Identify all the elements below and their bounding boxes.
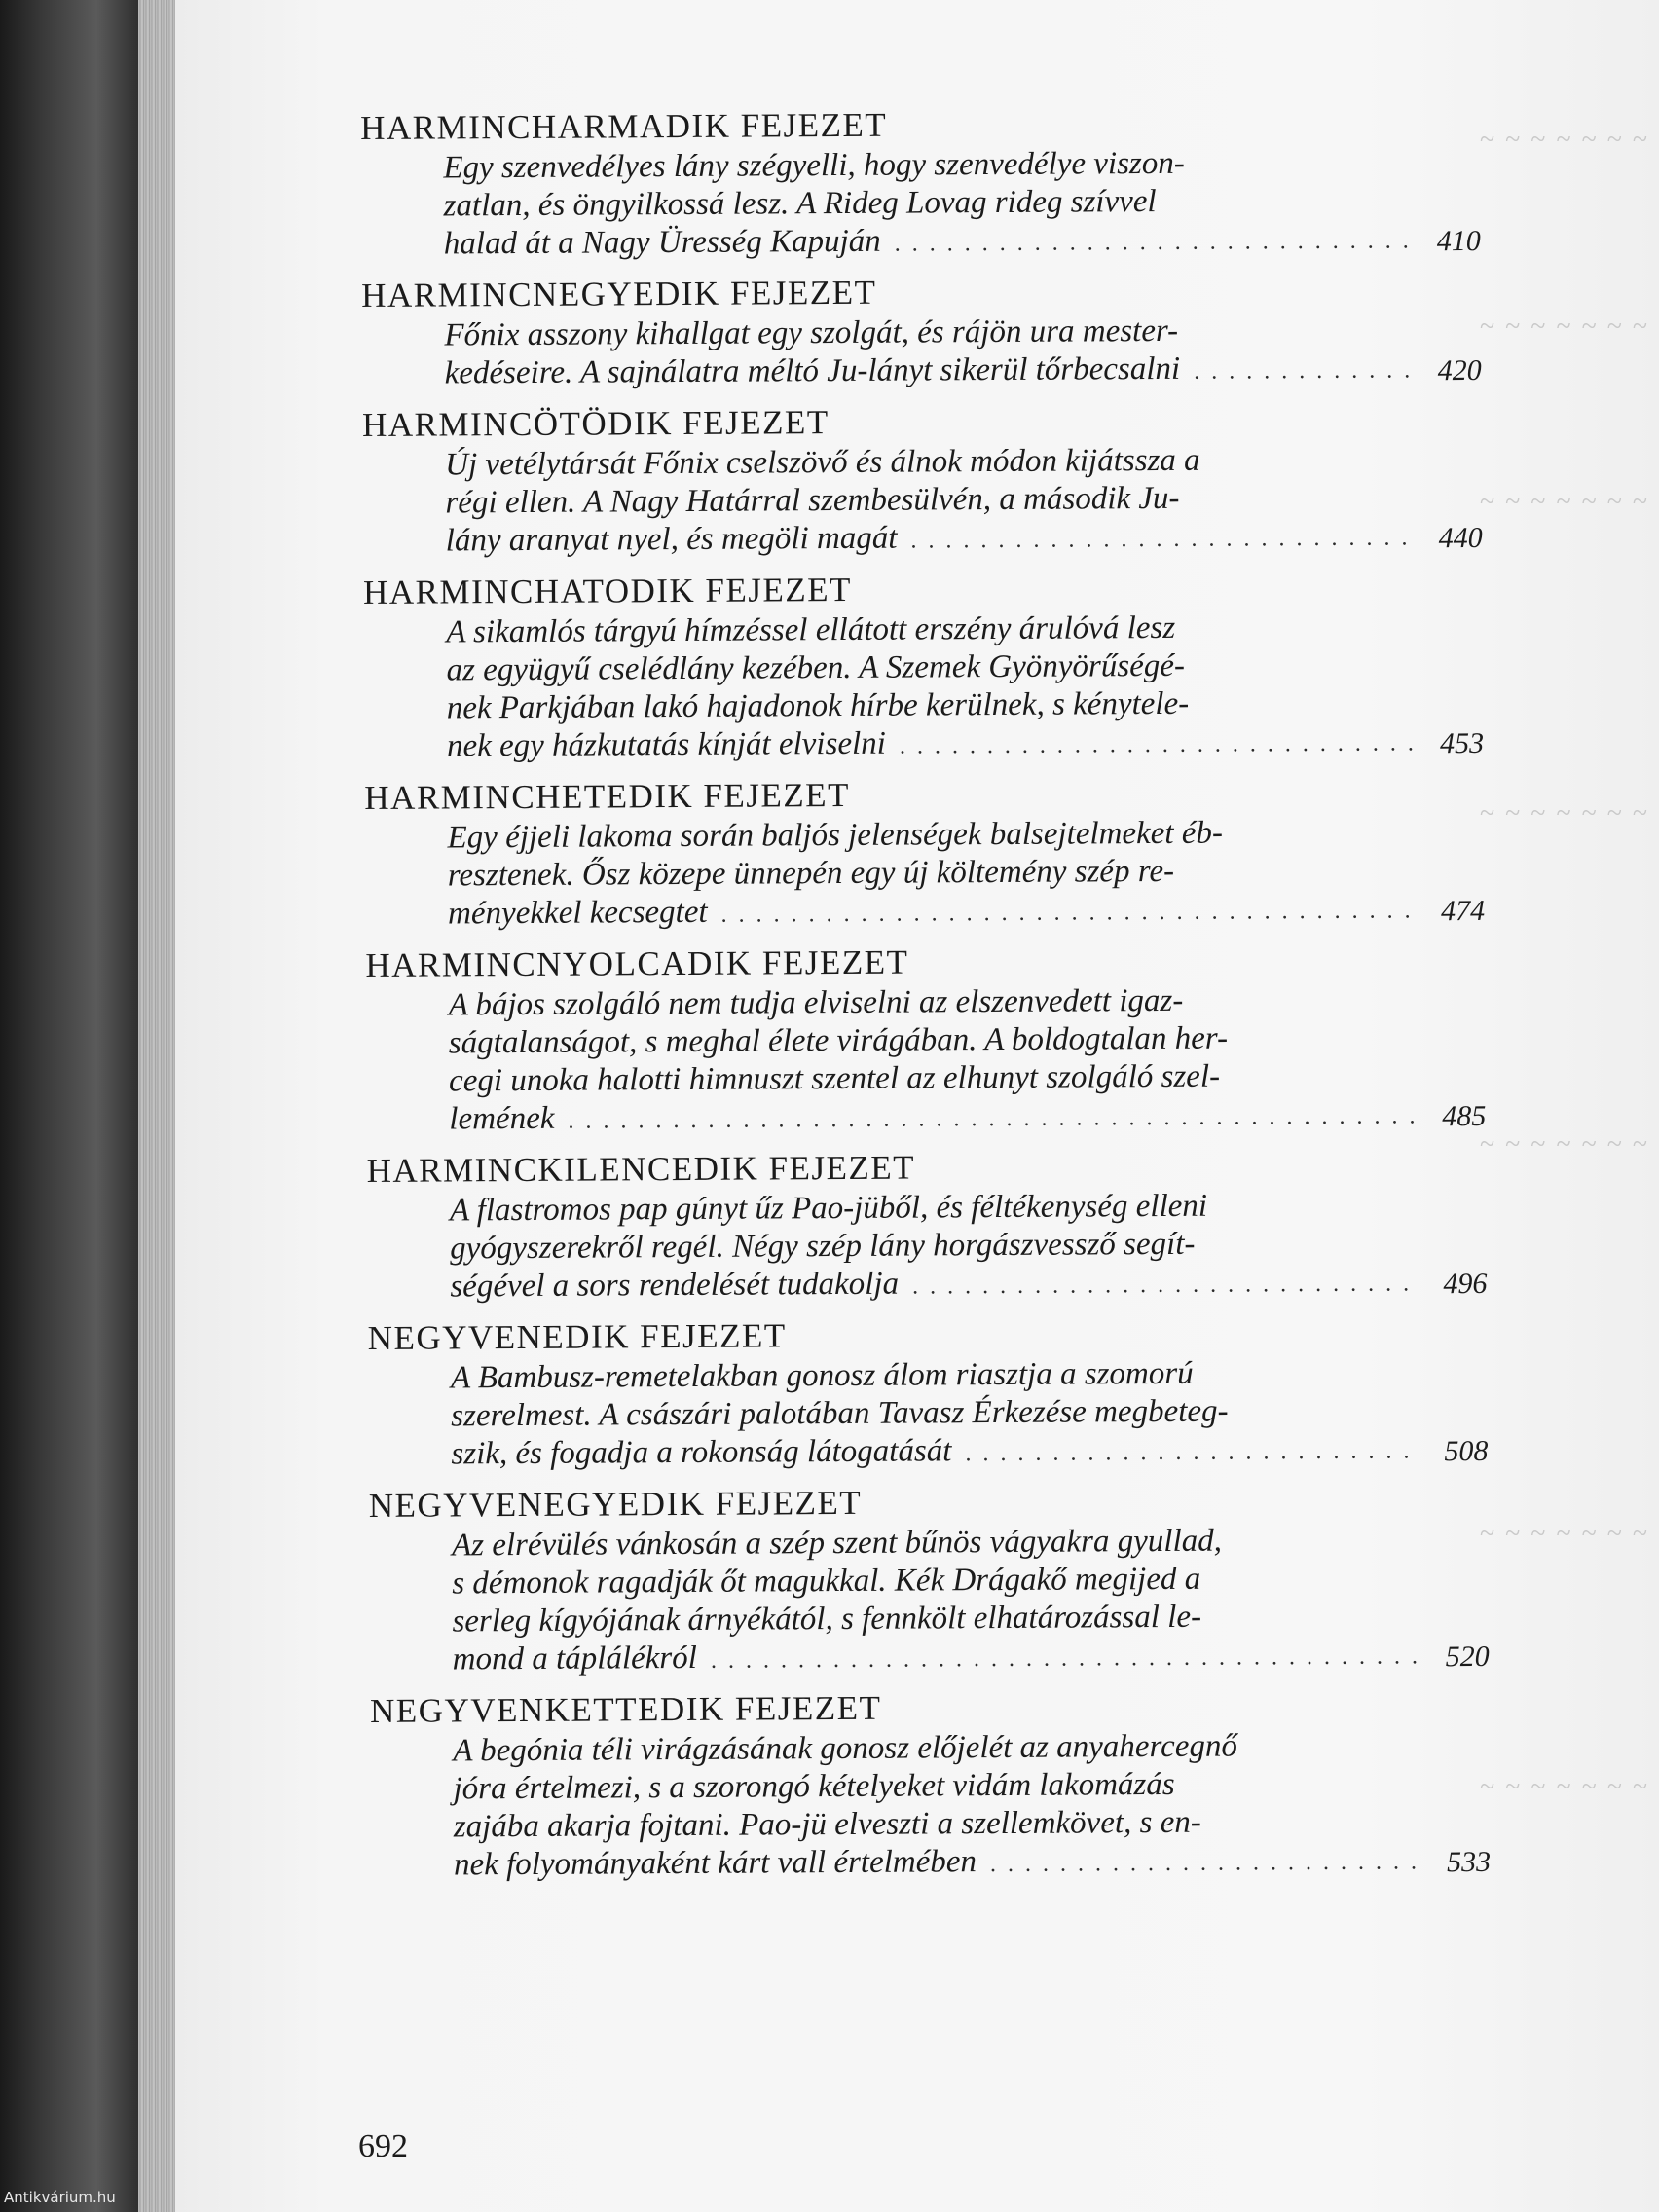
chapter-summary — [447, 813, 1486, 943]
summary-line: A sikamlós tárgyú hímzéssel ellátott erszény árulóvá lesz — [446, 609, 1176, 650]
chapter-title: NEGYVENEGYEDIK FEJEZET — [368, 1483, 863, 1525]
chapter-page-number: 485 — [1442, 1099, 1487, 1133]
bleed-through-text: ~ ~ ~ ~ ~ ~ ~ — [1480, 125, 1650, 155]
summary-line: szerelmest. A császári palotában Tavasz Érkezése megbeteg- — [451, 1393, 1229, 1434]
chapter-title: HARMINCÖTÖDIK FEJEZET — [361, 403, 830, 444]
summary-line: lány aranyat nyel, és megöli magát — [445, 520, 898, 559]
summary-line: Új vetélytársát Főnix cselszövő és álnok módon kijátssza a — [445, 442, 1200, 483]
summary-line: A flastromos pap gúnyt űz Pao-jüből, és féltékenység elleni — [449, 1188, 1208, 1229]
chapter-page-number: 440 — [1438, 521, 1483, 555]
summary-line: szik, és fogadja a rokonság látogatását — [451, 1433, 952, 1472]
toc-entry — [367, 1142, 1575, 1317]
summary-line: kedéseire. A sajnálatra méltó Ju-lányt sikerül tőrbecsalni — [444, 350, 1181, 391]
chapter-summary — [444, 311, 1482, 403]
chapter-summary — [448, 980, 1487, 1149]
chapter-summary — [445, 440, 1483, 571]
toc-entry — [361, 267, 1569, 404]
summary-line: Főnix asszony kihallgat egy szolgát, és rájön ura mester- — [444, 313, 1179, 353]
summary-last-line — [444, 219, 1418, 266]
summary-line: Az elrévülés vánkosán a szép szent bűnös vágyakra gyullad, — [451, 1523, 1223, 1564]
chapter-title: HARMINCHARMADIK FEJEZET — [360, 105, 888, 147]
dot-leader — [910, 519, 1415, 560]
summary-last-line — [447, 721, 1420, 768]
bleed-through-text: ~ ~ ~ ~ ~ ~ ~ — [1480, 1519, 1650, 1549]
summary-last-line — [448, 889, 1421, 936]
summary-line: jóra értelmezi, s a szorongó kételyeket vidám lakomázás — [453, 1766, 1175, 1807]
summary-line: ményekkel kecsegtet — [447, 894, 708, 932]
summary-line: A bájos szolgáló nem tudja elviselni az elszenvedett igaz- — [448, 982, 1184, 1023]
chapter-title: NEGYVENEDIK FEJEZET — [367, 1316, 787, 1357]
summary-last-line — [451, 1429, 1424, 1476]
summary-line: A begónia téli virágzásának gonosz előjelét az anyahercegnő — [453, 1728, 1238, 1769]
toc-entry — [370, 1682, 1578, 1896]
chapter-page-number: 533 — [1446, 1845, 1492, 1879]
summary-line: ságtalanságot, s meghal élete virágában. A boldogtalan her- — [448, 1020, 1229, 1061]
bleed-through-text: ~ ~ ~ ~ ~ ~ ~ — [1480, 312, 1650, 342]
toc-entry — [365, 937, 1573, 1150]
summary-line: az együgyű cselédlány kezében. A Szemek Gyönyörűségé- — [446, 647, 1186, 688]
summary-line: zajába akarja fojtani. Pao-jü elveszti a szellemkövet, s en- — [453, 1804, 1201, 1845]
summary-line: halad át a Nagy Üresség Kapuján — [443, 223, 881, 262]
summary-last-line — [453, 1635, 1426, 1681]
summary-line: nek folyományaként kárt vall értelmében — [453, 1844, 977, 1883]
chapter-page-number: 520 — [1445, 1640, 1490, 1674]
chapter-summary — [451, 1521, 1490, 1689]
dot-leader — [912, 1265, 1420, 1306]
chapter-page-number: 508 — [1444, 1434, 1489, 1468]
page-number: 692 — [358, 2128, 408, 2164]
summary-line: ségével a sors rendelését tudakolja — [450, 1266, 900, 1305]
chapter-page-number: 496 — [1443, 1267, 1488, 1301]
toc-entry — [360, 99, 1568, 275]
chapter-page-number: 453 — [1439, 726, 1485, 760]
summary-last-line — [450, 1262, 1423, 1309]
summary-last-line — [449, 1094, 1422, 1141]
chapter-title: HARMINCNYOLCADIK FEJEZET — [365, 942, 909, 984]
summary-line: mond a táplálékról — [452, 1640, 698, 1677]
toc-entry — [364, 769, 1572, 944]
dot-leader — [895, 222, 1414, 263]
toc-entry — [368, 1309, 1576, 1485]
chapter-summary — [449, 1186, 1488, 1316]
chapter-summary — [453, 1726, 1492, 1895]
chapter-page-number: 410 — [1436, 224, 1481, 258]
summary-last-line — [454, 1840, 1427, 1887]
bleed-through-text: ~ ~ ~ ~ ~ ~ ~ — [1480, 798, 1650, 829]
summary-line: serleg kígyójának árnyékától, s fennkölt elhatározással le- — [452, 1599, 1202, 1640]
summary-line: gyógyszerekről regél. Négy szép lány horgászvessző segít- — [450, 1226, 1196, 1267]
chapter-title: HARMINCKILENCEDIK FEJEZET — [366, 1148, 916, 1190]
summary-line: Egy szenvedélyes lány szégyelli, hogy szenvedélye viszon- — [443, 145, 1185, 186]
bleed-through-text: ~ ~ ~ ~ ~ ~ ~ — [1480, 1772, 1650, 1802]
summary-line: resztenek. Ősz közepe ünnepén egy új költemény szép re- — [447, 853, 1175, 894]
watermark: Antikvárium.hu — [4, 2189, 116, 2206]
dot-leader — [990, 1843, 1423, 1884]
dot-leader — [1194, 351, 1415, 390]
table-of-contents — [360, 99, 1578, 1896]
toc-entry — [369, 1477, 1577, 1690]
bleed-through-text: ~ ~ ~ ~ ~ ~ ~ — [1480, 1129, 1650, 1160]
chapter-title: HARMINCHETEDIK FEJEZET — [364, 775, 851, 817]
summary-line: lemének — [449, 1100, 555, 1137]
dot-leader — [965, 1432, 1420, 1473]
bleed-through-text: ~ ~ ~ ~ ~ ~ ~ — [1480, 487, 1650, 517]
summary-line: zatlan, és öngyilkossá lesz. A Rideg Lovag rideg szívvel — [443, 184, 1157, 224]
chapter-summary — [443, 143, 1481, 274]
summary-line: régi ellen. A Nagy Határral szembesülvén, a második Ju- — [445, 480, 1180, 521]
summary-last-line — [445, 349, 1419, 395]
dot-leader — [711, 1638, 1422, 1679]
summary-line: cegi unoka halotti himnuszt szentel az elhunyt szolgáló szel- — [449, 1058, 1221, 1099]
chapter-summary — [450, 1353, 1489, 1484]
chapter-title: HARMINCHATODIK FEJEZET — [362, 570, 853, 611]
chapter-title: NEGYVENKETTEDIK FEJEZET — [369, 1688, 882, 1730]
toc-entry — [363, 564, 1571, 777]
summary-line: nek egy házkutatás kínját elviselni — [446, 725, 886, 764]
summary-line: Egy éjjeli lakoma során baljós jelenségek balsejtelmeket éb- — [447, 815, 1224, 856]
summary-line: A Bambusz-remetelakban gonosz álom riasztja a szomorú — [450, 1355, 1194, 1396]
toc-entry — [362, 396, 1570, 571]
dot-leader — [900, 724, 1417, 765]
chapter-page-number: 420 — [1437, 353, 1482, 387]
summary-line: s démonok ragadják őt magukkal. Kék Drágakő megijed a — [452, 1561, 1201, 1602]
chapter-title: HARMINCNEGYEDIK FEJEZET — [361, 273, 877, 314]
chapter-page-number: 474 — [1440, 894, 1486, 928]
chapter-summary — [446, 608, 1485, 776]
summary-line: nek Parkjában lakó hajadonok hírbe kerülnek, s kénytele- — [446, 685, 1190, 726]
dot-leader — [721, 892, 1419, 934]
summary-last-line — [446, 516, 1419, 563]
dot-leader — [568, 1097, 1419, 1140]
